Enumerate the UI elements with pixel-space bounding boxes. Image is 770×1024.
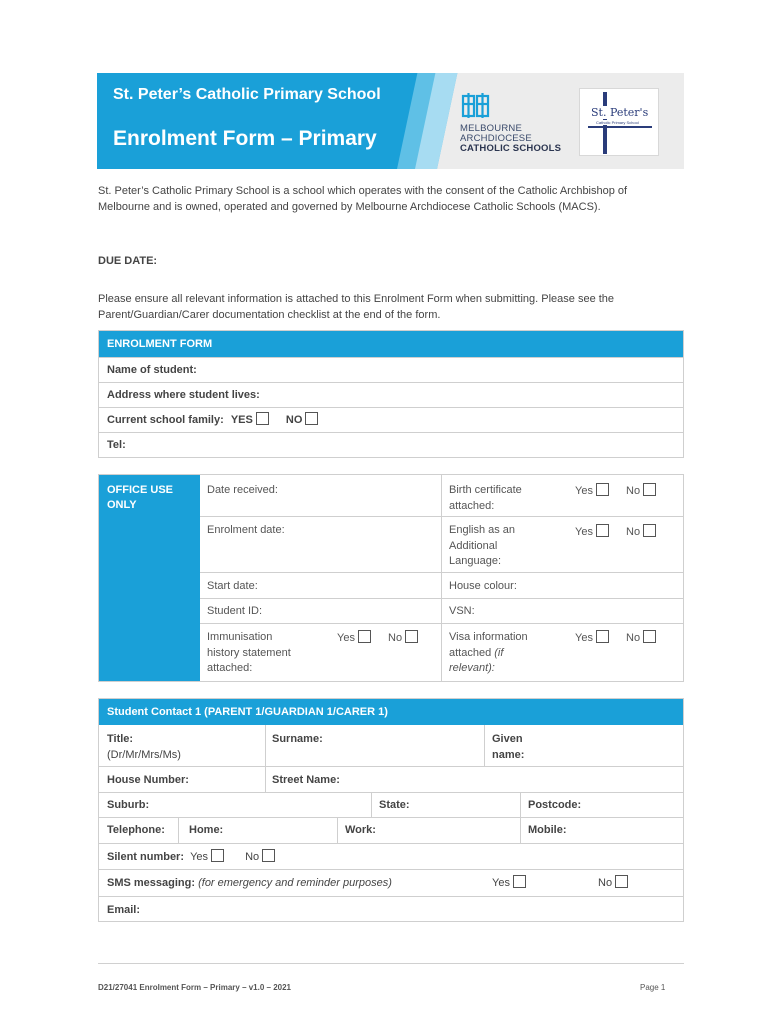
birth-certificate-label: Birth certificate attached: xyxy=(449,484,522,512)
sms-no-checkbox[interactable] xyxy=(615,875,628,888)
family-yes-checkbox[interactable] xyxy=(256,412,269,425)
visa-yes-checkbox[interactable] xyxy=(596,630,609,643)
email-field[interactable]: Email: xyxy=(107,904,141,916)
sms-no-option: No xyxy=(598,875,628,891)
given-name-field[interactable]: Given name: xyxy=(492,733,525,761)
instructions-paragraph: Please ensure all relevant information is attached to this Enrolment Form when submitting. Please see the Parent/Guardian/Carer documentation checklist at the end of the form. xyxy=(98,293,615,321)
date-received-field[interactable]: Date received: xyxy=(207,484,278,496)
birth-certificate-options: Yes No xyxy=(575,483,656,500)
address-field[interactable]: Address where student lives: xyxy=(99,382,683,407)
st-peters-logo xyxy=(579,88,659,156)
eal-no-checkbox[interactable] xyxy=(643,524,656,537)
visa-label: Visa information attached (if relevant): xyxy=(449,631,528,674)
office-use-table xyxy=(98,474,684,682)
enrolment-date-field[interactable]: Enrolment date: xyxy=(207,524,285,536)
family-no-checkbox[interactable] xyxy=(305,412,318,425)
enrolment-table xyxy=(98,330,684,458)
visa-no-checkbox[interactable] xyxy=(643,630,656,643)
eal-options: Yes No xyxy=(575,524,656,541)
st-peters-logo-name: St. Peter's xyxy=(591,106,649,119)
contact-heading: Student Contact 1 (PARENT 1/GUARDIAN 1/CARER 1) xyxy=(99,699,683,725)
intro-paragraph: St. Peter’s Catholic Primary School is a school which operates with the consent of the Catholic Archbishop of Melbourne and is owned, operated and governed by Melbourne Archdiocese Catholic Schools (MACS). xyxy=(98,185,628,213)
sms-yes-option: Yes xyxy=(492,875,526,891)
birth-no-checkbox[interactable] xyxy=(643,483,656,496)
silent-yes-checkbox[interactable] xyxy=(211,849,224,862)
current-family-row: Current school family: YES NO xyxy=(99,407,683,432)
vsn-field[interactable]: VSN: xyxy=(449,605,475,617)
telephone-label: Telephone: xyxy=(107,824,165,836)
birth-yes-checkbox[interactable] xyxy=(596,483,609,496)
house-number-field[interactable]: House Number: xyxy=(107,774,189,786)
cross-icon xyxy=(588,126,652,128)
home-phone-field[interactable]: Home: xyxy=(189,824,224,836)
silent-number-row: Silent number: Yes No xyxy=(107,849,275,865)
state-field[interactable]: State: xyxy=(379,799,410,811)
student-id-field[interactable]: Student ID: xyxy=(207,605,263,617)
mobile-phone-field[interactable]: Mobile: xyxy=(528,824,567,836)
school-name: St. Peter’s Catholic Primary School xyxy=(113,86,381,103)
enrolment-heading: ENROLMENT FORM xyxy=(99,331,683,357)
macs-logo-icon xyxy=(460,91,492,121)
footer-doc-id: D21/27041 Enrolment Form – Primary – v1.0 – 2021 xyxy=(98,983,291,992)
footer-page-number: Page 1 xyxy=(640,983,666,992)
student-name-field[interactable]: Name of student: xyxy=(99,357,683,382)
silent-no-checkbox[interactable] xyxy=(262,849,275,862)
student-contact-table xyxy=(98,698,684,922)
visa-options: Yes No xyxy=(575,630,656,647)
eal-yes-checkbox[interactable] xyxy=(596,524,609,537)
eal-label: English as an Additional Language: xyxy=(449,524,516,567)
postcode-field[interactable]: Postcode: xyxy=(528,799,582,811)
macs-logo-text: MELBOURNE ARCHDIOCESE CATHOLIC SCHOOLS xyxy=(460,123,562,154)
house-colour-field[interactable]: House colour: xyxy=(449,580,517,592)
macs-logo xyxy=(460,91,570,153)
tel-field[interactable]: Tel: xyxy=(99,432,683,457)
work-phone-field[interactable]: Work: xyxy=(345,824,376,836)
header-banner xyxy=(97,73,684,169)
form-title: Enrolment Form – Primary xyxy=(113,127,377,150)
suburb-field[interactable]: Suburb: xyxy=(107,799,150,811)
office-use-heading: OFFICE USE ONLY xyxy=(99,475,200,681)
immunisation-no-checkbox[interactable] xyxy=(405,630,418,643)
sms-messaging-label: SMS messaging: (for emergency and reminder purposes) xyxy=(107,877,392,889)
immunisation-label: Immunisation history statement attached: xyxy=(207,631,291,674)
st-peters-logo-sub: Catholic Primary School xyxy=(596,120,639,125)
street-name-field[interactable]: Street Name: xyxy=(272,774,340,786)
title-field[interactable]: Title: (Dr/Mr/Mrs/Ms) xyxy=(107,733,181,761)
sms-yes-checkbox[interactable] xyxy=(513,875,526,888)
surname-field[interactable]: Surname: xyxy=(272,733,323,745)
immunisation-yes-checkbox[interactable] xyxy=(358,630,371,643)
footer-divider xyxy=(98,963,684,964)
due-date-label: DUE DATE: xyxy=(98,255,158,267)
immunisation-options: Yes No xyxy=(337,630,418,647)
start-date-field[interactable]: Start date: xyxy=(207,580,258,592)
